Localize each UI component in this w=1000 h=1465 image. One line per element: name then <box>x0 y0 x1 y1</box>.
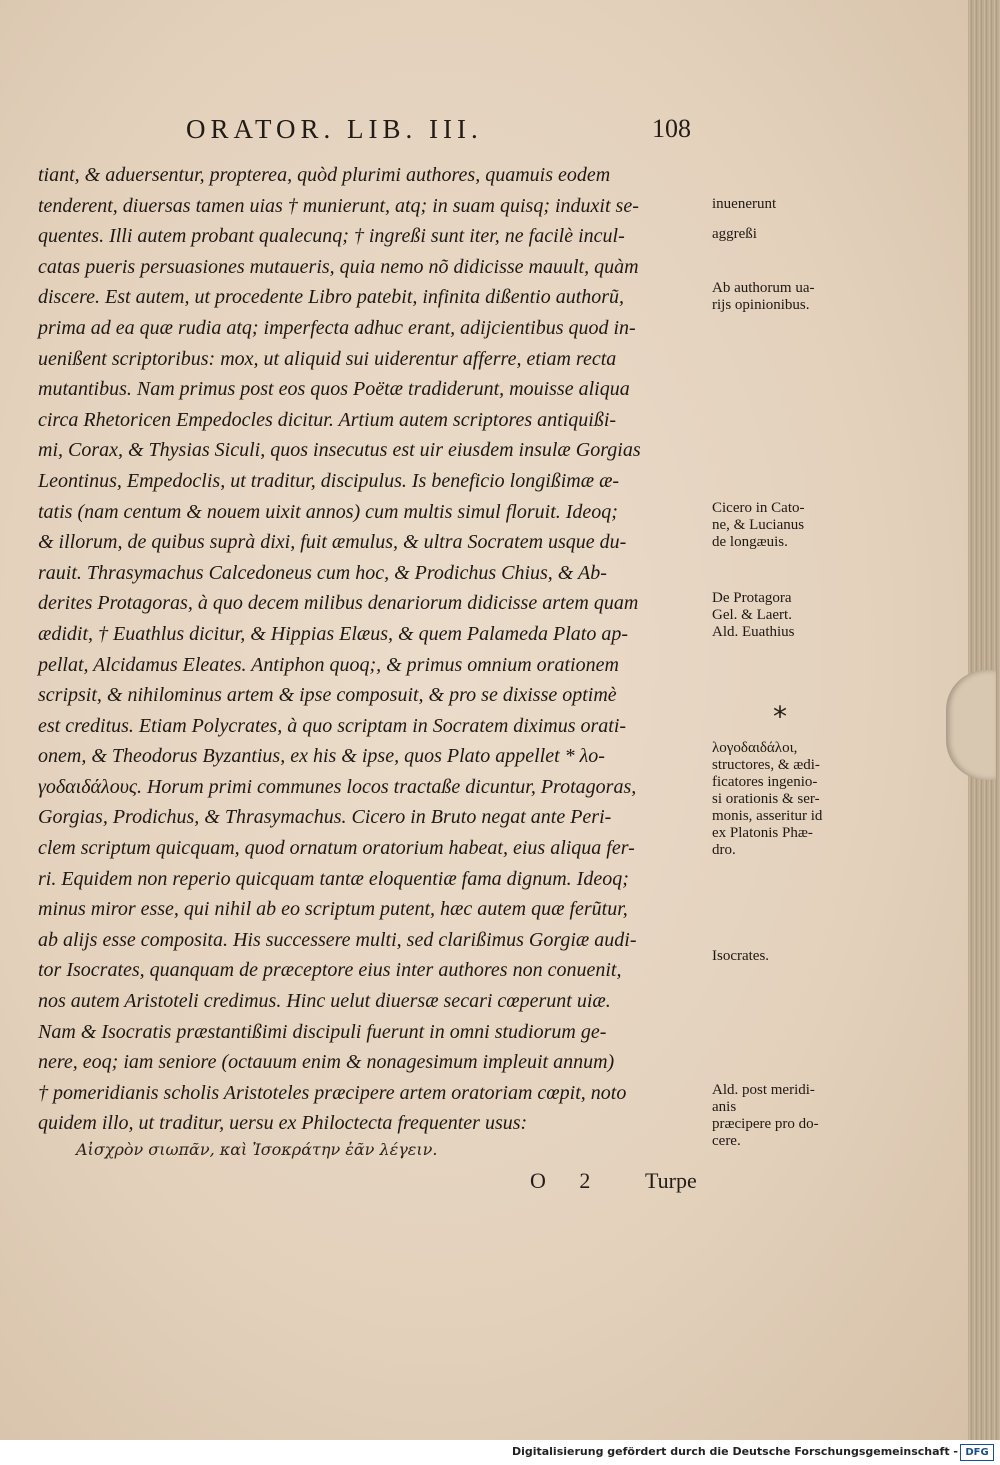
text-line: tatis (nam centum & nouem uixit annos) cum multis simul floruit. Ideoq; <box>38 500 618 523</box>
main-text-block <box>38 160 710 1139</box>
text-line: quentes. Illi autem probant qualecunq; † ingreßi sunt iter, ne facilè incul- <box>38 225 625 248</box>
margin-note-line: anis <box>712 1099 737 1115</box>
text-line: onem, & Theodorus Byzantius, ex his & ipse, quos Plato appellet * λο- <box>38 745 605 768</box>
margin-note-line: De Protagora <box>712 590 792 606</box>
margin-note-authorum <box>712 280 862 314</box>
margin-note-line: Ab authorum ua- <box>712 280 815 296</box>
text-line: ædidit, † Euathlus dicitur, & Hippias Elæus, & quem Palameda Plato ap- <box>38 622 628 645</box>
text-line: Gorgias, Prodichus, & Thrasymachus. Cicero in Bruto negat ante Peri- <box>38 806 612 829</box>
margin-note-line: si orationis & ser- <box>712 791 820 807</box>
margin-note-protagora <box>712 590 862 641</box>
margin-note-line: ex Platonis Phæ- <box>712 825 813 841</box>
text-line: Nam & Isocratis præstantißimi discipuli fuerunt in omni studiorum ge- <box>38 1020 607 1043</box>
margin-note-line: Gel. & Laert. <box>712 607 792 623</box>
text-line: derites Protagoras, à quo decem milibus denariorum didicisse artem quam <box>38 592 639 615</box>
text-line: mutantibus. Nam primus post eos quos Poëtæ tradiderunt, mouisse aliqua <box>38 378 630 401</box>
margin-note-line: monis, asseritur id <box>712 808 823 824</box>
running-title: ORATOR. LIB. III. <box>186 114 483 144</box>
text-line: nere, eoq; iam seniore (octauum enim & nonagesimum impleuit annum) <box>38 1051 615 1074</box>
margin-note-line: ficatores ingenio- <box>712 774 818 790</box>
text-line: est creditus. Etiam Polycrates, à quo scriptam in Socratem diximus orati- <box>38 714 627 737</box>
digitization-footer <box>0 1440 1000 1465</box>
margin-note-cicero-catone <box>712 500 862 551</box>
text-line: prima ad ea quæ rudia atq; imperfecta adhuc erant, adijcientibus quod in- <box>38 316 636 339</box>
text-line: mi, Corax, & Thysias Siculi, quos insecutus est uir eiusdem insulæ Gorgias <box>38 439 641 462</box>
page-tab <box>946 670 996 780</box>
margin-note-line: præcipere pro do- <box>712 1116 819 1132</box>
margin-note-line: inuenerunt <box>712 196 777 212</box>
margin-note-line: Isocrates. <box>712 948 770 964</box>
text-line: tiant, & aduersentur, propterea, quòd plurimi authores, quamuis eodem <box>38 164 611 186</box>
asterisk-mark: * <box>773 700 787 733</box>
dfg-logo[interactable]: DFG <box>960 1444 994 1461</box>
margin-note-line: ne, & Lucianus <box>712 517 805 533</box>
text-line: ri. Equidem non reperio quicquam tantæ eloquentiæ fama dignum. Ideoq; <box>38 867 629 890</box>
margin-note-inuenerunt <box>712 196 862 213</box>
text-line: & illorum, de quibus suprà dixi, fuit æmulus, & ultra Socratem usque du- <box>38 531 627 554</box>
margin-note-line: aggreßi <box>712 226 757 242</box>
text-line: catas pueris persuasiones mutaueris, quia nemo nõ didicisse mauult, quàm <box>38 255 639 278</box>
text-line: circa Rhetoricen Empedocles dicitur. Artium autem scriptores antiquißi- <box>38 408 617 431</box>
greek-verse-quote: Αἰσχρὸν σιωπᾶν, καὶ Ἰσοκράτην ἐᾶν λέγειν. <box>76 1140 438 1159</box>
text-line: tenderent, diuersas tamen uias † munierunt, atq; in suam quisq; induxit se- <box>38 194 639 217</box>
margin-note-post-meridianis <box>712 1082 862 1150</box>
page-number: 108 <box>652 114 691 143</box>
text-line: clem scriptum quicquam, quod ornatum oratorium habeat, eius aliqua fer- <box>38 837 635 860</box>
text-line: γοδαιδάλους. Horum primi communes locos tractaße dicuntur, Protagoras, <box>38 775 637 798</box>
book-fore-edge <box>968 0 1000 1440</box>
margin-note-logodaidaloi <box>712 740 862 859</box>
text-line: quidem illo, ut traditur, uersu ex Philoctecta frequenter usus: <box>38 1112 528 1135</box>
text-line: pellat, Alcidamus Eleates. Antiphon quoq;, & primus omnium orationem <box>38 653 619 676</box>
text-line: uenißent scriptoribus: mox, ut aliquid sui uiderentur afferre, etiam recta <box>38 347 617 370</box>
text-line: Leontinus, Empedoclis, ut traditur, discipulus. Is beneficio longißimæ æ- <box>38 469 620 492</box>
text-line: scripsit, & nihilominus artem & ipse composuit, & pro se dixisse optimè <box>38 684 617 707</box>
margin-note-line: dro. <box>712 842 736 858</box>
margin-note-line: structores, & ædi- <box>712 757 820 773</box>
text-line: discere. Est autem, ut procedente Libro patebit, infinita dißentio authorũ, <box>38 286 625 309</box>
margin-note-line: Ald. post meridi- <box>712 1082 815 1098</box>
margin-note-aggressi <box>712 226 862 243</box>
text-line: tor Isocrates, quanquam de præceptore eius inter authores non conuenit, <box>38 959 622 982</box>
text-line: minus miror esse, qui nihil ab eo scriptum putent, hæc autem quæ ferũtur, <box>38 898 628 921</box>
margin-note-isocrates <box>712 948 862 965</box>
text-line: nos autem Aristoteli credimus. Hinc uelut diuersæ secari cœperunt uiæ. <box>38 990 611 1013</box>
signature-mark: O 2 <box>530 1168 605 1193</box>
margin-note-line: de longæuis. <box>712 534 788 550</box>
text-line: ab alijs esse composita. His successere multi, sed clarißimus Gorgiæ audi- <box>38 928 637 951</box>
footer-credit: Digitalisierung gefördert durch die Deutsche Forschungsgemeinschaft - <box>511 1445 958 1458</box>
margin-note-line: Cicero in Cato- <box>712 500 805 516</box>
margin-note-line: λογοδαιδάλοι, <box>712 740 798 756</box>
text-line: † pomeridianis scholis Aristoteles præcipere artem oratoriam cœpit, noto <box>38 1081 627 1104</box>
margin-note-line: cere. <box>712 1133 741 1149</box>
margin-note-line: Ald. Euathius <box>712 624 795 640</box>
text-line: rauit. Thrasymachus Calcedoneus cum hoc, & Prodichus Chius, & Ab- <box>38 561 607 584</box>
margin-note-line: rijs opinionibus. <box>712 297 810 313</box>
catchword: Turpe <box>645 1168 697 1193</box>
